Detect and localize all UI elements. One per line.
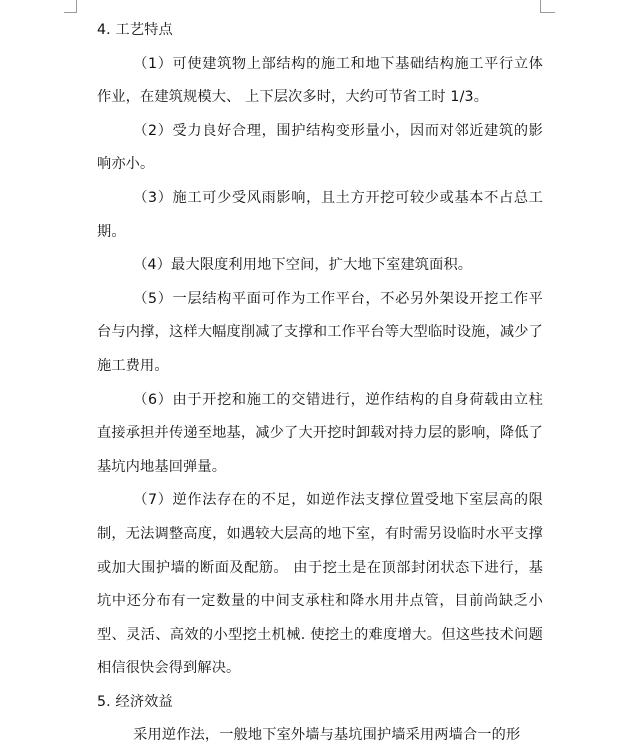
document-body	[97, 14, 543, 750]
paragraph-feature-1: （1）可使建筑物上部结构的施工和地下基础结构施工平行立体作业，在建筑规模大、 上下层次多时，大约可节省工时 1/3。	[97, 55, 543, 106]
paragraph-feature-5: （5）一层结构平面可作为工作平台，不必另外架设开挖工作平台与内撑，这样大幅度削减了支撑和工作平台等大型临时设施，减少了施工费用。	[97, 290, 543, 374]
paragraph-feature-4: （4）最大限度利用地下空间，扩大地下室建筑面积。	[133, 257, 473, 274]
crop-mark-top-right-vertical	[540, 0, 541, 12]
section-heading-economic-benefits: 5. 经济效益	[97, 693, 173, 710]
section-heading-process-features: 4. 工艺特点	[97, 22, 173, 38]
crop-mark-top-right-horizontal	[540, 12, 555, 13]
crop-mark-top-left-horizontal	[64, 12, 77, 13]
paragraph-economic-1: 采用逆作法，一般地下室外墙与基坑围护墙采用两墙合一的形	[133, 727, 521, 744]
paragraph-feature-2: （2）受力良好合理，围护结构变形量小，因而对邻近建筑的影响亦小。	[97, 122, 543, 173]
crop-mark-top-left-vertical	[76, 0, 77, 12]
paragraph-feature-3: （3）施工可少受风雨影响，且土方开挖可较少或基本不占总工期。	[97, 189, 543, 240]
paragraph-feature-7: （7）逆作法存在的不足，如逆作法支撑位置受地下室层高的限制，无法调整高度，如遇较大层高的地下室，有时需另设临时水平支撑或加大围护墙的断面及配筋。 由于挖土是在顶部封闭状态下进行，基坑中还分布有一定数量的中间支承柱和降水用井点管，目前尚缺乏小型、灵活、高效的小型挖土机械. 使挖土的难度增大。但这些技术问题相信很快会得到解决。	[97, 492, 543, 677]
paragraph-feature-6: （6）由于开挖和施工的交错进行，逆作结构的自身荷载由立柱直接承担并传递至地基，减少了大开挖时卸载对持力层的影响，降低了基坑内地基回弹量。	[97, 391, 543, 475]
